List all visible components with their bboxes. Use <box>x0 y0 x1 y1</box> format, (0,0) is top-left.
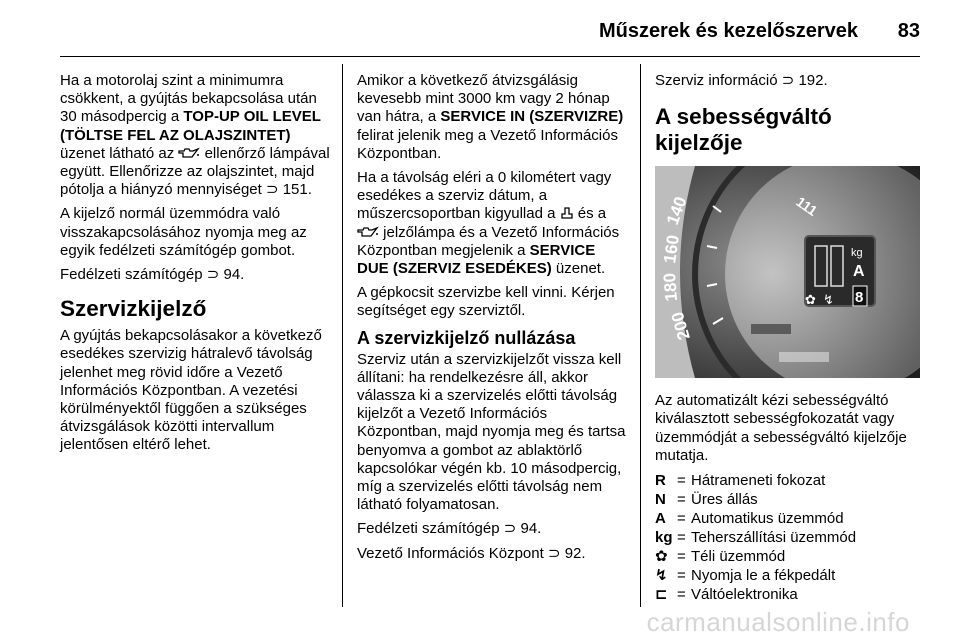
page-header <box>60 0 920 57</box>
gear-display-mode: A <box>853 263 865 281</box>
legend-key: ⊏ <box>655 586 668 604</box>
legend-text: Automatikus üzemmód <box>691 510 844 528</box>
paragraph: A gépkocsit szervizbe kell vinni. Kérjen segítséget egy szerviztől. <box>357 284 615 320</box>
column-divider <box>640 64 641 607</box>
reference-arrow-icon: ⊃ <box>206 266 220 284</box>
reference-arrow-icon: ⊃ <box>265 181 279 199</box>
gauge-tick-label: 160 <box>660 234 683 265</box>
legend-row <box>655 585 920 604</box>
gauge-tick-label: 180 <box>660 272 681 303</box>
section-heading: Szervizkijelző <box>60 296 207 322</box>
cross-reference: Fedélzeti számítógép ⊃ 94. <box>60 266 245 284</box>
legend-equals: = <box>677 586 686 604</box>
paragraph: Az automatizált kézi sebességváltó kiválasztott sebességfokozatát vagy üzemmódját a sebességváltó kijelzője mutatja. <box>655 392 907 464</box>
legend-text: Nyomja le a fékpedált <box>691 567 836 585</box>
cross-reference: Vezető Információs Központ ⊃ 92. <box>357 544 586 562</box>
brake-pedal-icon: ↯ <box>823 292 834 308</box>
legend-row <box>655 490 920 509</box>
paragraph: A gyújtás bekapcsolásakor a következő esedékes szervizig hátralevő távolság jelenhet meg rövid időre a Vezető Információs Központban. A vezetési körülményektől függően a szükséges átvizsgálások közötti intervallum jelentősen eltérő lehet. <box>60 327 322 454</box>
legend-key: R <box>655 472 666 490</box>
legend-equals: = <box>677 491 686 509</box>
legend-equals: = <box>677 510 686 528</box>
paragraph: Ha a távolság eléri a 0 kilométert vagy esedékes a szerviz dátum, a műszercsoportban kigyullad a és a jelzőlámpa és a Vezető Információs Központban megjelenik a SERVICE DUE (SZERVIZ ESEDÉKES) üzenet. <box>357 169 620 278</box>
column-divider <box>342 64 343 607</box>
instrument-cluster-photo <box>655 166 920 378</box>
paragraph: Amikor a következő átvizsgálásig kevesebb mint 3000 km vagy 2 hónap van hátra, a SERVICE IN (SZERVIZRE) felirat jelenik meg a Vezető Információs Központban. <box>357 72 624 162</box>
legend-key: ↯ <box>655 567 668 585</box>
reference-arrow-icon: ⊃ <box>503 520 517 538</box>
legend-row <box>655 528 920 547</box>
legend-list <box>655 471 920 604</box>
paragraph: A kijelző normál üzemmódra való visszakapcsolásához nyomja meg az egyik fedélzeti számítógép gombot. <box>60 205 307 259</box>
page-number: 83 <box>897 20 920 42</box>
page-title: Műszerek és kezelőszervek <box>598 20 858 42</box>
gear-display-kg: kg <box>851 247 863 260</box>
cross-reference: Szerviz információ ⊃ 192. <box>655 72 828 89</box>
oil-can-icon <box>178 147 200 159</box>
oil-can-icon <box>357 226 379 238</box>
legend-key: kg <box>655 529 673 547</box>
column-1 <box>60 72 332 461</box>
column-3 <box>655 72 920 604</box>
legend-row <box>655 547 920 566</box>
paragraph: Ha a motorolaj szint a minimumra csökkent, a gyújtás bekapcsolása után 30 másodpercig a TOP-UP OIL LEVEL (TÖLTSE FEL AZ OLAJSZINTET) üzenet látható az ellenőrző lámpával együtt. Ellenőrizze az olajszintet, majd pótolja a hiányzó mennyiséget ⊃ 151. <box>60 72 330 199</box>
legend-key: ✿ <box>655 548 668 566</box>
legend-equals: = <box>677 472 686 490</box>
gauge-tick-label: 200 <box>667 309 694 343</box>
legend-equals: = <box>677 567 686 585</box>
reference-arrow-icon: ⊃ <box>781 72 795 89</box>
legend-key: A <box>655 510 666 528</box>
legend-text: Váltóelektronika <box>691 586 798 604</box>
cross-reference: Fedélzeti számítógép ⊃ 94. <box>357 520 542 538</box>
service-wrench-icon <box>560 206 574 220</box>
gear-digit: 8 <box>855 289 864 307</box>
snowflake-icon: ✿ <box>805 292 816 308</box>
legend-text: Téli üzemmód <box>691 548 786 566</box>
legend-equals: = <box>677 529 686 547</box>
legend-row <box>655 471 920 490</box>
subsection-heading: A szervizkijelző nullázása <box>357 327 576 348</box>
legend-row <box>655 566 920 585</box>
gauge-tick-label: 140 <box>662 194 691 228</box>
legend-text: Hátrameneti fokozat <box>691 472 826 490</box>
section-heading: A sebességváltó kijelzője <box>655 104 832 156</box>
column-2 <box>357 72 629 569</box>
watermark: carmanualsonline.info <box>646 607 910 637</box>
legend-text: Üres állás <box>691 491 758 509</box>
gauge-tick-label: 111 <box>793 193 821 220</box>
legend-row <box>655 509 920 528</box>
legend-equals: = <box>677 548 686 566</box>
reference-arrow-icon: ⊃ <box>547 544 561 562</box>
legend-key: N <box>655 491 666 509</box>
legend-text: Teherszállítási üzemmód <box>691 529 857 547</box>
paragraph: Szerviz után a szervizkijelzőt vissza kell állítani: ha rendelkezésre áll, akkor válassza ki a szervizelés előtti távolság kijelzőt a Vezető Információs Központban, majd nyomja meg és tartsa benyomva a gombot az ablaktörlő kapcsolókar végén kb. 10 másodpercig, míg a szervizelés előtti távolság nem látható folyamatosan. <box>357 350 626 514</box>
